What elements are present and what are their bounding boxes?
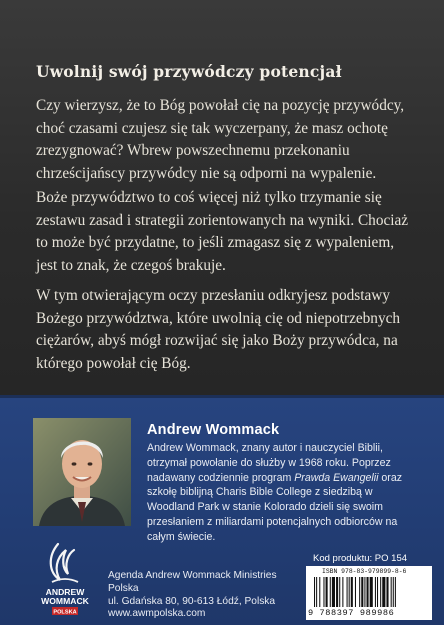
program-title: Prawda Ewangelii [294,471,379,484]
barcode-bar [391,577,392,607]
author-portrait-image [33,418,131,526]
barcode-bar [330,577,331,607]
author-name: Andrew Wommack [147,422,280,438]
isbn-barcode [306,566,432,620]
barcode-bar [393,577,394,607]
barcode-bar [351,577,353,607]
barcode-bar [380,577,381,607]
barcode-bar [336,577,338,607]
publisher-website: www.awmpolska.com [108,608,206,620]
isbn-label: ISBN 978-83-979899-8-6 [322,568,407,575]
description-paragraph-3: W tym otwierającym oczy przesłaniu odkryjesz podstawy Bożego przywództwa, które uwolnią cię od niepotrzebnych ciężarów, abyś mógł rozwijać się jako Boży przywódca, na którego powołał cię Bóg. [36,287,401,372]
barcode-bar [375,577,376,607]
logo-graphic [34,540,96,616]
author-photo [33,418,131,526]
logo-text-line3: POLSKA [53,609,77,616]
barcode-bar [349,577,350,607]
barcode-bar [355,577,356,607]
barcode-bar [326,577,328,607]
barcode-bar [342,577,343,607]
barcode-bar [339,577,340,607]
barcode-bar [361,577,363,607]
barcode-bar [395,577,396,607]
headline: Uwolnij swój przywódczy potencjał [36,62,342,81]
description-paragraph-2: Boże przywództwo to coś więcej niż tylko trzymanie się zestawu zasad i strategii zorientowanych na wyniki. Chociaż to może być przydatne, to jeśli zmagasz się z wypaleniem, jest to znak, że czegoś brakuje. [36,189,409,274]
author-bio-text-1: Andrew Wommack, znany autor i nauczyciel Biblii, otrzymał powołanie do służby w 1968 roku. Poprzez nadawany codziennie program [147,442,391,484]
logo-text-line1: ANDREW [45,587,85,597]
andrew-wommack-logo [34,540,96,616]
barcode-bar [386,577,388,607]
barcode-bar [359,577,360,607]
product-code: Kod produktu: PO 154 [313,553,408,564]
barcode-bar [347,577,348,607]
barcode-bar [364,577,365,607]
barcode-bar [332,577,335,607]
barcode-bars [314,577,424,609]
barcode-bar [314,577,315,607]
barcode-bar [319,577,320,607]
barcode-bar [323,577,324,607]
publisher-address: ul. Gdańska 80, 90-613 Łódź, Polska [108,595,276,607]
barcode-bar [370,577,373,607]
author-bio-text-2: oraz szkołę biblijną Charis Bible College z siedzibą w Woodland Park w stanie Kolorado dzieli się swoim przesłaniem z miliardami potencjalnych odbiorców na całym świecie. [147,471,403,543]
barcode-bar [377,577,378,607]
author-bio [147,441,422,545]
barcode-bar [367,577,369,607]
ean-digits: 9 788397 989986 [308,608,395,618]
barcode-bar [316,577,317,607]
description-paragraph-1: Czy wierzysz, że to Bóg powołał cię na pozycję przywódcy, choć czasami czujesz się tak wyczerpany, że masz ochotę zrezygnować? Wbrew powszechnemu przekonaniu chrześcijańscy przywódcy nie są odporni na wypalenie. [36,97,405,182]
barcode-bar [382,577,385,607]
publisher-info [108,570,298,621]
publisher-name: Agenda Andrew Wommack Ministries Polska [108,570,277,594]
logo-text-line2: WOMMACK [41,596,89,606]
